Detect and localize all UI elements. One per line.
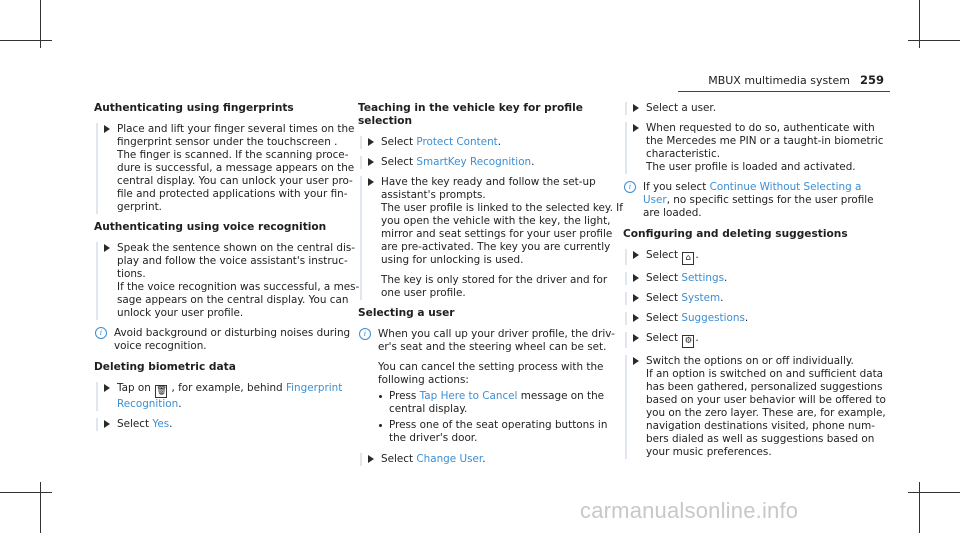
step-tap-delete bbox=[96, 382, 364, 411]
text-line: The key is only stored for the driver and for bbox=[381, 274, 608, 286]
section-title-fingerprints: Authenticating using fingerprints bbox=[94, 102, 294, 114]
link-settings[interactable]: Settings bbox=[681, 272, 724, 284]
step-arrow-icon bbox=[633, 357, 639, 365]
note-select-user bbox=[358, 328, 628, 445]
step-place-finger bbox=[96, 123, 364, 214]
step-arrow-icon bbox=[633, 251, 639, 259]
text: . bbox=[695, 249, 699, 261]
crop-mark bbox=[919, 482, 920, 533]
text-line: has been gathered, personalized suggestions bbox=[646, 381, 883, 393]
step-select-system bbox=[625, 292, 891, 305]
text-line: voice recognition. bbox=[114, 340, 207, 352]
step-select-gear bbox=[625, 332, 891, 348]
note-continue-without bbox=[623, 181, 891, 220]
text: Select bbox=[646, 332, 679, 344]
text-line: one user profile. bbox=[381, 287, 466, 299]
text: , for example, behind bbox=[171, 382, 283, 394]
text: Select bbox=[381, 156, 414, 168]
link-protect-content[interactable]: Protect Content bbox=[416, 136, 498, 148]
text-line: navigation destinations visited, phone num- bbox=[646, 420, 875, 432]
text-line: the driver's door. bbox=[389, 432, 478, 444]
step-select-suggestions bbox=[625, 312, 891, 325]
text: . bbox=[744, 312, 749, 324]
text: . bbox=[695, 332, 699, 344]
info-icon: i bbox=[95, 327, 107, 339]
link-smartkey-recognition[interactable]: SmartKey Recognition bbox=[416, 156, 532, 168]
step-switch-options bbox=[625, 355, 891, 459]
text-line: When requested to do so, authenticate with bbox=[646, 122, 875, 134]
text-line: you open the vehicle with the key, the light, bbox=[381, 215, 611, 227]
text-line: Place and lift your finger several times on the bbox=[117, 123, 355, 135]
info-icon: i bbox=[624, 181, 636, 193]
page-header bbox=[708, 73, 884, 87]
text: Press bbox=[389, 390, 417, 402]
text: Select bbox=[646, 312, 679, 324]
text-line: you on the zero layer. These are, for example, bbox=[646, 407, 886, 419]
text: Select bbox=[646, 292, 679, 304]
column-2 bbox=[358, 102, 628, 473]
link-continue-without-selecting[interactable]: Continue Without Selecting a bbox=[709, 181, 862, 193]
text-line: The finger is scanned. If the scanning proce- bbox=[117, 149, 349, 161]
text: Select bbox=[381, 136, 414, 148]
step-arrow-icon bbox=[104, 244, 110, 252]
text-line: bers dialed as well as suggestions based on bbox=[646, 433, 875, 445]
text: . bbox=[720, 292, 724, 304]
crop-mark bbox=[40, 482, 41, 533]
text: Select bbox=[646, 272, 679, 284]
link-suggestions[interactable]: Suggestions bbox=[681, 312, 745, 324]
column-3 bbox=[623, 102, 891, 466]
step-select-user bbox=[625, 102, 891, 115]
text-line: file and protected applications with your fin- bbox=[117, 188, 348, 200]
text-line: Avoid background or disturbing noises during bbox=[114, 327, 351, 339]
text-line: play and follow the voice assistant's instruc- bbox=[117, 255, 348, 267]
text: Select bbox=[117, 418, 150, 430]
step-arrow-icon bbox=[368, 455, 374, 463]
text-line: characteristic. bbox=[646, 148, 721, 160]
link-fingerprint[interactable]: Fingerprint bbox=[285, 382, 343, 394]
text-line: tions. bbox=[117, 268, 146, 280]
step-protect-content bbox=[360, 136, 628, 149]
link-recognition[interactable]: Recognition bbox=[117, 398, 179, 410]
step-arrow-icon bbox=[633, 314, 639, 322]
watermark: carmanualsonline.info bbox=[580, 498, 799, 523]
text-line: mirror and seat settings for your user profile bbox=[381, 228, 613, 240]
step-arrow-icon bbox=[633, 334, 639, 342]
section-title-selecting-user: Selecting a user bbox=[358, 307, 455, 319]
text-line: your music preferences. bbox=[646, 446, 772, 458]
step-select-settings bbox=[625, 272, 891, 285]
text-line: Press one of the seat operating buttons in bbox=[389, 419, 608, 431]
link-yes[interactable]: Yes bbox=[152, 418, 170, 430]
text-line: gerprint. bbox=[117, 201, 162, 213]
list-item bbox=[378, 419, 628, 445]
section-title-delete-biometric: Deleting biometric data bbox=[94, 361, 236, 373]
step-select-yes bbox=[96, 418, 364, 431]
text-line: using for unlocking is used. bbox=[381, 254, 524, 266]
text-line: If the voice recognition was successful, a mes- bbox=[117, 281, 360, 293]
step-authenticate bbox=[625, 122, 891, 174]
text: . bbox=[531, 156, 535, 168]
link-user[interactable]: User bbox=[643, 194, 667, 206]
text: . bbox=[482, 453, 486, 465]
link-tap-here-to-cancel[interactable]: Tap Here to Cancel bbox=[419, 390, 518, 402]
step-have-key-ready bbox=[360, 176, 628, 300]
text-line: When you call up your driver profile, the driv- bbox=[378, 328, 615, 340]
step-arrow-icon bbox=[633, 294, 639, 302]
text-line: dure is successful, a message appears on the bbox=[117, 162, 355, 174]
crop-mark bbox=[0, 492, 52, 493]
step-arrow-icon bbox=[368, 178, 374, 186]
text: , no specific settings for the user profile bbox=[666, 194, 874, 206]
text-line: The user profile is loaded and activated. bbox=[646, 161, 856, 173]
text-line: The user profile is linked to the selected key. If bbox=[381, 202, 623, 214]
link-change-user[interactable]: Change User bbox=[416, 453, 483, 465]
page-number: 259 bbox=[859, 73, 884, 87]
text-line: Speak the sentence shown on the central dis- bbox=[117, 242, 356, 254]
section-title-voice: Authenticating using voice recognition bbox=[94, 221, 327, 233]
text: central display. bbox=[389, 403, 468, 415]
text-line: You can cancel the setting process with the bbox=[378, 361, 604, 373]
text: . bbox=[178, 398, 182, 410]
step-select-home bbox=[625, 249, 891, 265]
step-arrow-icon bbox=[104, 384, 110, 392]
text-line: er's seat and the steering wheel can be set. bbox=[378, 341, 607, 353]
home-icon: ⌂ bbox=[682, 252, 694, 265]
text: . bbox=[497, 136, 502, 148]
step-arrow-icon bbox=[368, 138, 374, 146]
info-icon: i bbox=[359, 328, 371, 340]
column-1 bbox=[94, 102, 364, 438]
text-line: the Mercedes me PIN or a taught-in biometric bbox=[646, 135, 884, 147]
note-voice bbox=[94, 327, 364, 353]
header-title: MBUX multimedia system bbox=[708, 74, 850, 87]
text-line: unlock your user profile. bbox=[117, 307, 244, 319]
text: Select a user. bbox=[646, 102, 717, 114]
text-line: Have the key ready and follow the set-up bbox=[381, 176, 596, 188]
step-smartkey bbox=[360, 156, 628, 169]
step-arrow-icon bbox=[633, 124, 639, 132]
crop-mark bbox=[908, 40, 960, 41]
text: Tap on bbox=[117, 382, 151, 394]
text-line: If an option is switched on and sufficient data bbox=[646, 368, 884, 380]
crop-mark bbox=[908, 492, 960, 493]
list-item bbox=[378, 390, 628, 416]
text: . bbox=[724, 272, 728, 284]
step-arrow-icon bbox=[104, 420, 110, 428]
text-line: fingerprint sensor under the touchscreen . bbox=[117, 136, 338, 148]
step-speak-sentence bbox=[96, 242, 364, 320]
text-line: assistant's prompts. bbox=[381, 189, 486, 201]
text: are loaded. bbox=[643, 207, 702, 219]
text: Select bbox=[381, 453, 414, 465]
trash-icon: 🗑︎ bbox=[156, 386, 167, 396]
section-title-suggestions: Configuring and deleting suggestions bbox=[623, 228, 848, 240]
section-title-teaching-key: Teaching in the vehicle key for profile selection bbox=[358, 102, 583, 127]
text-line: based on your user behavior will be offered to bbox=[646, 394, 886, 406]
step-arrow-icon bbox=[633, 104, 639, 112]
text-line: are pre-activated. The key you are currently bbox=[381, 241, 611, 253]
step-arrow-icon bbox=[368, 158, 374, 166]
text: Select bbox=[646, 249, 679, 261]
text: message on the bbox=[520, 390, 605, 402]
header-rule bbox=[678, 91, 890, 92]
text-line: central display. You can unlock your user pro- bbox=[117, 175, 353, 187]
step-arrow-icon bbox=[633, 274, 639, 282]
text: If you select bbox=[643, 181, 707, 193]
gear-icon: ⚙ bbox=[682, 335, 694, 348]
step-arrow-icon bbox=[104, 125, 110, 133]
text-line: sage appears on the central display. You can bbox=[117, 294, 349, 306]
link-system[interactable]: System bbox=[681, 292, 721, 304]
text-line: following actions: bbox=[378, 374, 469, 386]
text: . bbox=[169, 418, 173, 430]
crop-mark bbox=[0, 40, 52, 41]
step-change-user bbox=[360, 453, 628, 466]
text-line: Switch the options on or off individually. bbox=[646, 355, 854, 367]
